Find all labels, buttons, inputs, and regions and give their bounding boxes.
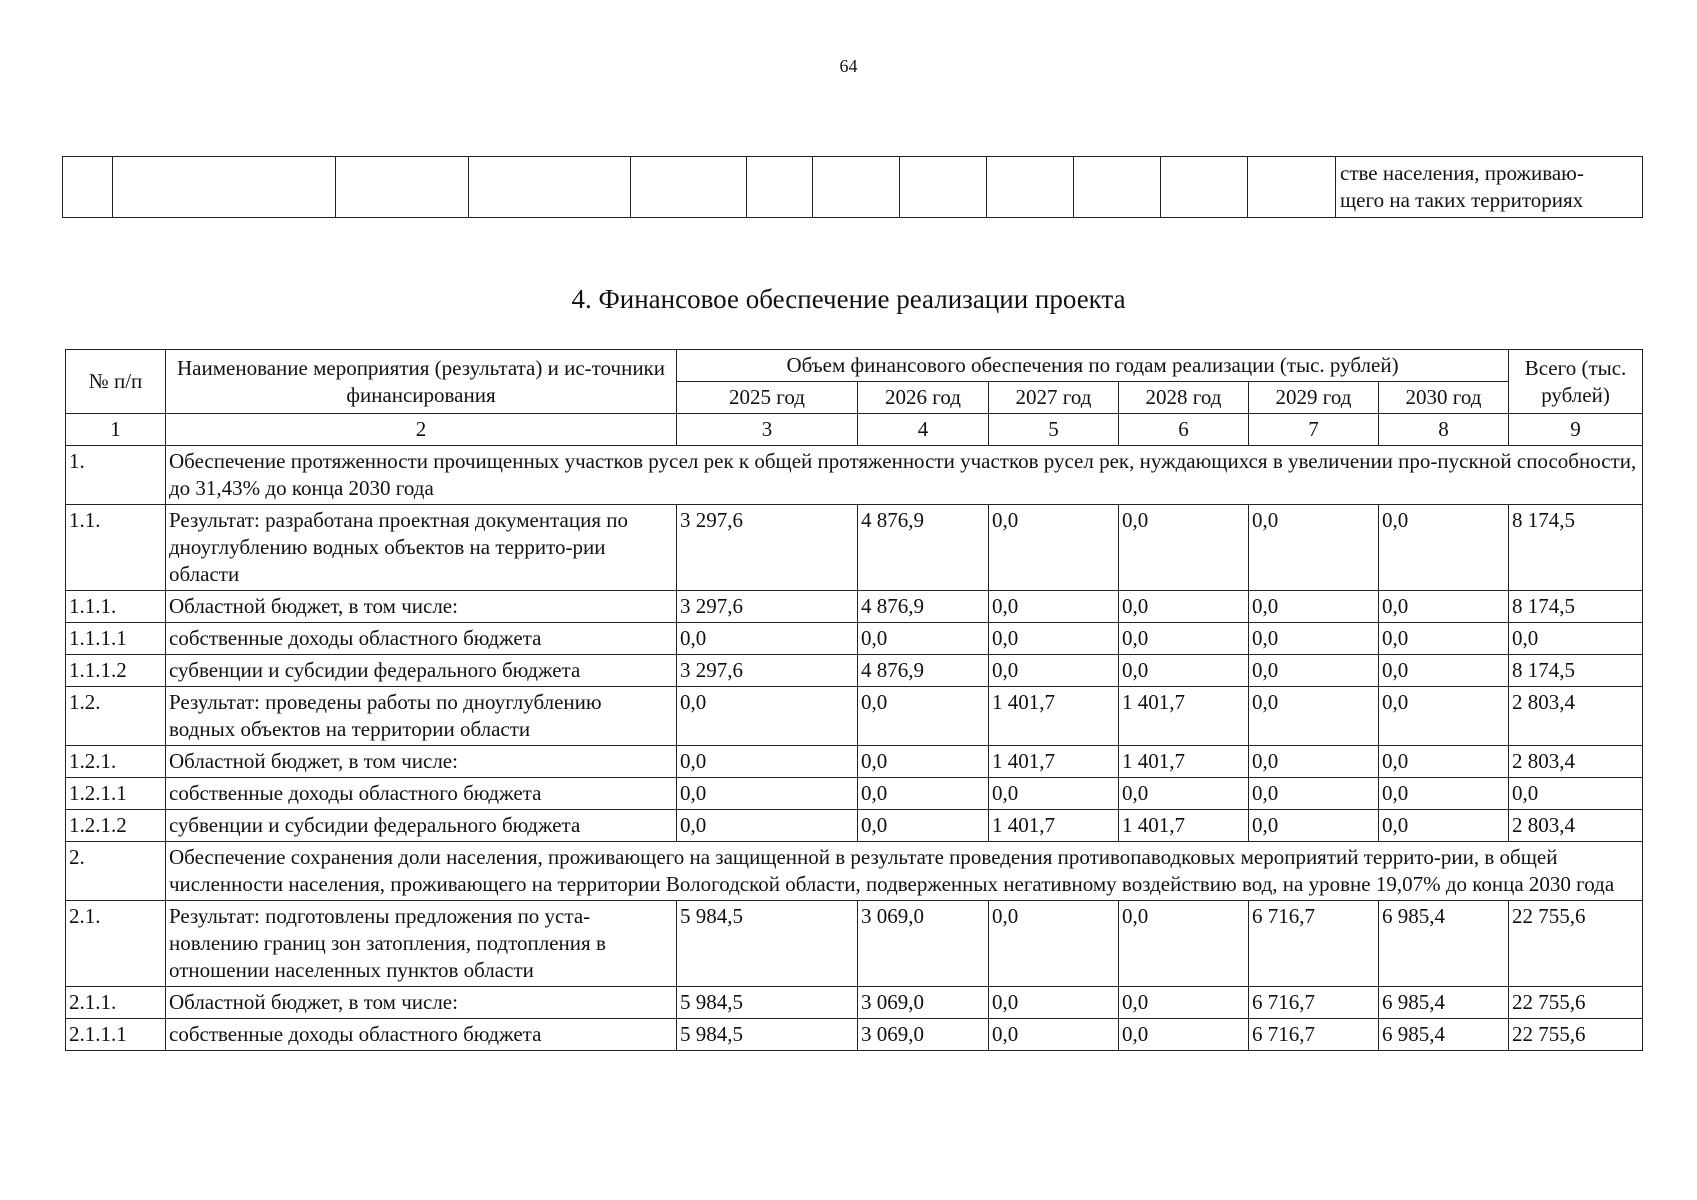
value-cell: 0,0 — [858, 778, 989, 810]
table-row — [66, 901, 1643, 987]
total-cell: 8 174,5 — [1509, 505, 1643, 591]
total-cell: 2 803,4 — [1509, 687, 1643, 746]
empty-cell — [336, 157, 469, 218]
value-cell: 0,0 — [858, 687, 989, 746]
column-number: 7 — [1249, 414, 1379, 446]
continuation-text-cell — [1336, 157, 1643, 218]
value-cell: 3 297,6 — [677, 505, 858, 591]
column-number: 2 — [166, 414, 677, 446]
value-cell: 0,0 — [1119, 987, 1249, 1019]
row-name: Результат: проведены работы по дноуглублению водных объектов на территории области — [166, 687, 677, 746]
row-number: 2.1.1. — [66, 987, 166, 1019]
column-numbers-row — [66, 414, 1643, 446]
value-cell: 0,0 — [677, 778, 858, 810]
value-cell: 0,0 — [1379, 810, 1509, 842]
row-name: собственные доходы областного бюджета — [166, 1019, 677, 1051]
value-cell: 0,0 — [989, 987, 1119, 1019]
column-number: 9 — [1509, 414, 1643, 446]
empty-cell — [813, 157, 900, 218]
value-cell: 0,0 — [677, 687, 858, 746]
column-number: 3 — [677, 414, 858, 446]
row-number: 1.1.1. — [66, 591, 166, 623]
empty-cell — [747, 157, 813, 218]
header-year: 2029 год — [1249, 382, 1379, 414]
row-name: Областной бюджет, в том числе: — [166, 591, 677, 623]
value-cell: 0,0 — [677, 810, 858, 842]
total-cell: 2 803,4 — [1509, 746, 1643, 778]
value-cell: 0,0 — [1119, 655, 1249, 687]
value-cell: 1 401,7 — [1119, 810, 1249, 842]
value-cell: 0,0 — [1379, 746, 1509, 778]
value-cell: 4 876,9 — [858, 591, 989, 623]
value-cell: 6 716,7 — [1249, 987, 1379, 1019]
value-cell: 0,0 — [989, 591, 1119, 623]
value-cell: 0,0 — [1119, 505, 1249, 591]
value-cell: 0,0 — [1119, 1019, 1249, 1051]
row-name: субвенции и субсидии федерального бюджета — [166, 810, 677, 842]
continuation-line: стве населения, проживаю- — [1340, 161, 1584, 185]
value-cell: 0,0 — [858, 623, 989, 655]
value-cell: 0,0 — [989, 655, 1119, 687]
row-number: 1.1.1.1 — [66, 623, 166, 655]
table-row — [66, 778, 1643, 810]
column-number: 5 — [989, 414, 1119, 446]
column-number: 8 — [1379, 414, 1509, 446]
header-year: 2028 год — [1119, 382, 1249, 414]
value-cell: 0,0 — [1249, 591, 1379, 623]
table-row — [66, 746, 1643, 778]
value-cell: 0,0 — [1249, 778, 1379, 810]
value-cell: 3 069,0 — [858, 901, 989, 987]
column-number: 4 — [858, 414, 989, 446]
empty-cell — [1074, 157, 1161, 218]
row-name: собственные доходы областного бюджета — [166, 623, 677, 655]
table-row — [66, 810, 1643, 842]
value-cell: 0,0 — [1249, 746, 1379, 778]
value-cell: 5 984,5 — [677, 901, 858, 987]
value-cell: 0,0 — [1379, 623, 1509, 655]
total-cell: 22 755,6 — [1509, 1019, 1643, 1051]
value-cell: 0,0 — [1379, 687, 1509, 746]
value-cell: 0,0 — [1249, 687, 1379, 746]
value-cell: 0,0 — [858, 810, 989, 842]
row-name: Результат: разработана проектная документация по дноуглублению водных объектов на террито-рии области — [166, 505, 677, 591]
empty-cell — [987, 157, 1074, 218]
value-cell: 4 876,9 — [858, 655, 989, 687]
value-cell: 0,0 — [677, 623, 858, 655]
total-cell: 2 803,4 — [1509, 810, 1643, 842]
value-cell: 0,0 — [1119, 901, 1249, 987]
row-number: 1.2.1.2 — [66, 810, 166, 842]
value-cell: 0,0 — [989, 778, 1119, 810]
table-row — [66, 687, 1643, 746]
table-row — [66, 505, 1643, 591]
section-text: Обеспечение протяженности прочищенных участков русел рек к общей протяженности участков русел рек, нуждающихся в увеличении про-пускной способности, до 31,43% до конца 2030 года — [166, 446, 1643, 505]
header-year: 2026 год — [858, 382, 989, 414]
header-year: 2027 год — [989, 382, 1119, 414]
row-name: Результат: подготовлены предложения по уста-новлению границ зон затопления, подтопления в отношении населенных пунктов области — [166, 901, 677, 987]
value-cell: 6 716,7 — [1249, 1019, 1379, 1051]
value-cell: 5 984,5 — [677, 1019, 858, 1051]
column-number: 1 — [66, 414, 166, 446]
value-cell: 0,0 — [1249, 505, 1379, 591]
header-row — [66, 350, 1643, 382]
continuation-row — [63, 157, 1643, 218]
value-cell: 0,0 — [989, 623, 1119, 655]
header-num: № п/п — [66, 350, 166, 414]
row-number: 2.1. — [66, 901, 166, 987]
total-cell: 8 174,5 — [1509, 655, 1643, 687]
header-name: Наименование мероприятия (результата) и ис-точники финансирования — [166, 350, 677, 414]
financing-table — [65, 349, 1643, 1051]
total-cell: 8 174,5 — [1509, 591, 1643, 623]
total-cell: 22 755,6 — [1509, 987, 1643, 1019]
value-cell: 0,0 — [989, 505, 1119, 591]
row-number: 1.2.1. — [66, 746, 166, 778]
value-cell: 5 984,5 — [677, 987, 858, 1019]
continuation-line: щего на таких территориях — [1340, 188, 1584, 212]
value-cell: 0,0 — [858, 746, 989, 778]
value-cell: 0,0 — [1379, 655, 1509, 687]
empty-cell — [1161, 157, 1248, 218]
table-row — [66, 655, 1643, 687]
value-cell: 0,0 — [1379, 778, 1509, 810]
page-number: 64 — [839, 56, 858, 76]
row-number: 1.2. — [66, 687, 166, 746]
value-cell: 4 876,9 — [858, 505, 989, 591]
value-cell: 0,0 — [1379, 505, 1509, 591]
total-cell: 0,0 — [1509, 778, 1643, 810]
value-cell: 0,0 — [1119, 778, 1249, 810]
total-cell: 0,0 — [1509, 623, 1643, 655]
row-name: собственные доходы областного бюджета — [166, 778, 677, 810]
value-cell: 1 401,7 — [989, 687, 1119, 746]
empty-cell — [113, 157, 336, 218]
row-number: 1.1. — [66, 505, 166, 591]
empty-cell — [469, 157, 631, 218]
table-row — [66, 623, 1643, 655]
header-year: 2025 год — [677, 382, 858, 414]
value-cell: 3 069,0 — [858, 1019, 989, 1051]
section-title: 4. Финансовое обеспечение реализации проекта — [571, 284, 1126, 314]
row-name: Областной бюджет, в том числе: — [166, 746, 677, 778]
value-cell: 1 401,7 — [989, 810, 1119, 842]
total-cell: 22 755,6 — [1509, 901, 1643, 987]
value-cell: 0,0 — [1249, 810, 1379, 842]
value-cell: 1 401,7 — [989, 746, 1119, 778]
empty-cell — [1248, 157, 1336, 218]
empty-cell — [63, 157, 113, 218]
value-cell: 0,0 — [989, 1019, 1119, 1051]
row-name: субвенции и субсидии федерального бюджета — [166, 655, 677, 687]
value-cell: 1 401,7 — [1119, 746, 1249, 778]
column-number: 6 — [1119, 414, 1249, 446]
continuation-table — [62, 156, 1643, 218]
row-number: 2. — [66, 842, 166, 901]
value-cell: 3 069,0 — [858, 987, 989, 1019]
value-cell: 0,0 — [989, 901, 1119, 987]
value-cell: 3 297,6 — [677, 591, 858, 623]
section-row — [66, 842, 1643, 901]
value-cell: 6 985,4 — [1379, 901, 1509, 987]
table-row — [66, 591, 1643, 623]
table-row — [66, 987, 1643, 1019]
section-text: Обеспечение сохранения доли населения, проживающего на защищенной в результате проведения противопаводковых мероприятий террито-рии, в общей численности населения, проживающего на территории Вологодской области, подверженных негативному воздействию вод, на уровне 19,07% до конца 2030 года — [166, 842, 1643, 901]
value-cell: 6 716,7 — [1249, 901, 1379, 987]
value-cell: 0,0 — [1379, 591, 1509, 623]
value-cell: 0,0 — [1119, 591, 1249, 623]
header-year: 2030 год — [1379, 382, 1509, 414]
value-cell: 3 297,6 — [677, 655, 858, 687]
row-number: 1.2.1.1 — [66, 778, 166, 810]
empty-cell — [900, 157, 987, 218]
section-row — [66, 446, 1643, 505]
value-cell: 1 401,7 — [1119, 687, 1249, 746]
header-volume: Объем финансового обеспечения по годам реализации (тыс. рублей) — [677, 350, 1509, 382]
value-cell: 0,0 — [1249, 655, 1379, 687]
table-row — [66, 1019, 1643, 1051]
row-name: Областной бюджет, в том числе: — [166, 987, 677, 1019]
row-number: 2.1.1.1 — [66, 1019, 166, 1051]
value-cell: 0,0 — [1119, 623, 1249, 655]
value-cell: 0,0 — [1249, 623, 1379, 655]
row-number: 1.1.1.2 — [66, 655, 166, 687]
value-cell: 6 985,4 — [1379, 987, 1509, 1019]
value-cell: 6 985,4 — [1379, 1019, 1509, 1051]
empty-cell — [631, 157, 747, 218]
row-number: 1. — [66, 446, 166, 505]
header-total: Всего (тыс. рублей) — [1509, 350, 1643, 414]
value-cell: 0,0 — [677, 746, 858, 778]
